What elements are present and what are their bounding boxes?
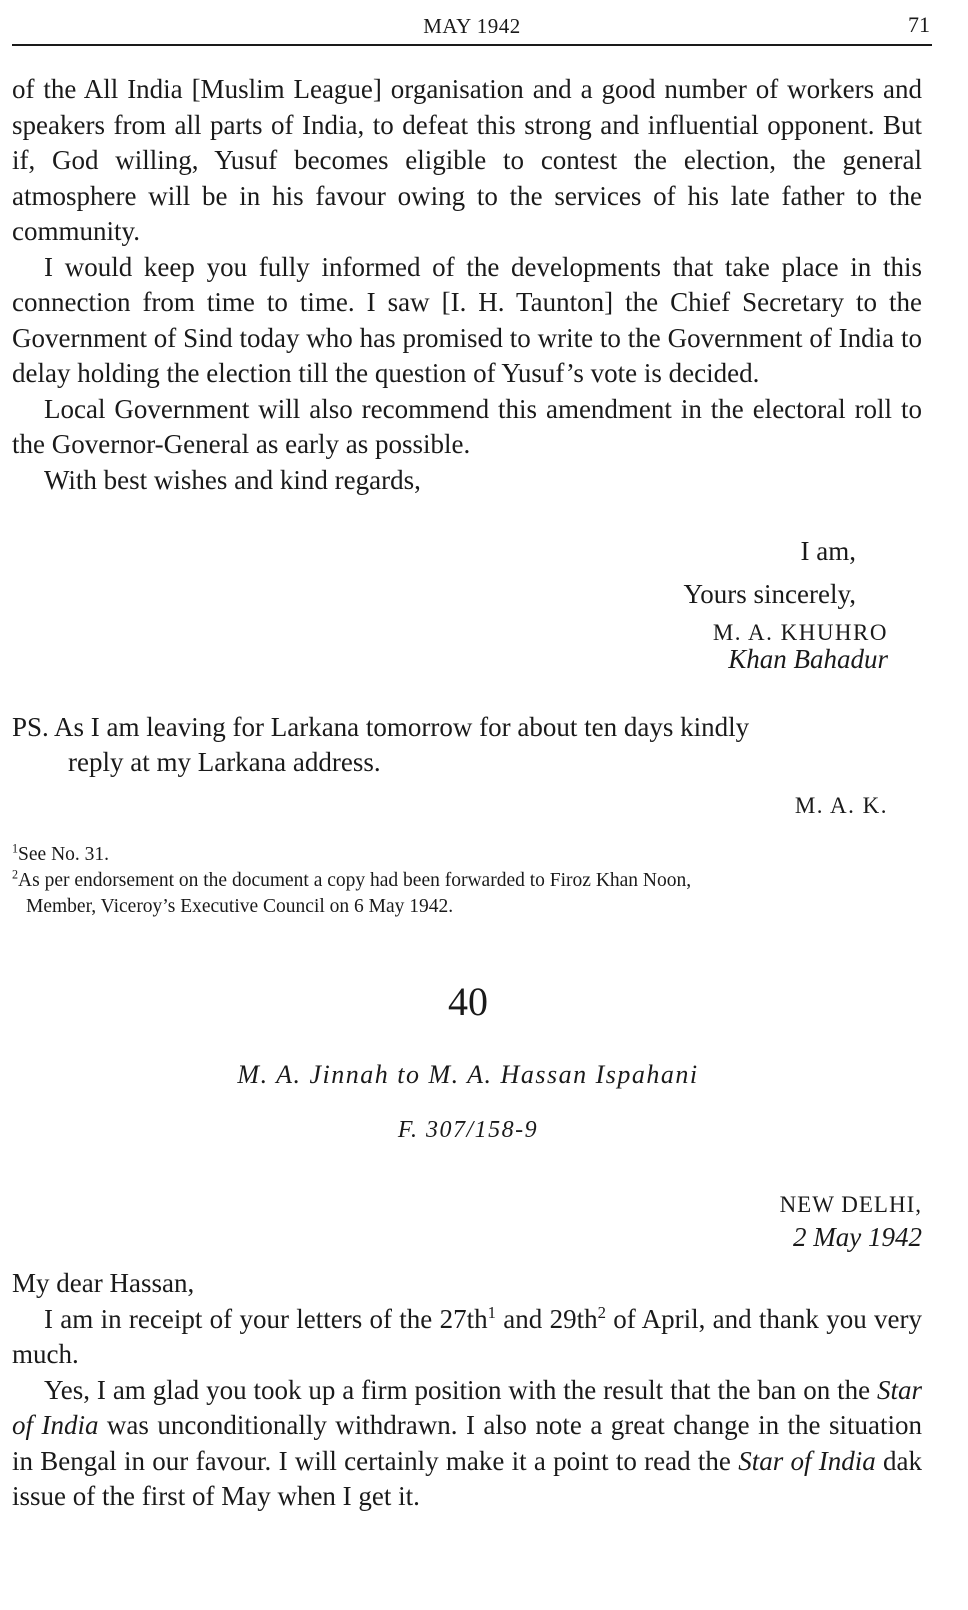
text-run: and 29th [495,1303,598,1334]
letter-39-body [12,72,922,498]
footnote-ref: 1 [487,1302,496,1322]
document-number: 40 [448,979,488,1024]
text-run: dak issue of the first of May when I get it. [12,1445,923,1511]
page-header [12,8,932,46]
postscript [12,710,922,780]
text-run: of April, and thank you very much. [12,1303,922,1369]
page-number: 71 [908,12,930,37]
signatory-name: M. A. KHUHRO [712,620,888,645]
document-title: M. A. Jinnah to M. A. Hassan Ispahani [237,1060,699,1089]
text-run: Yes, I am glad you took up a firm position with the result that the ban on the [44,1374,877,1405]
text-run: I am in receipt of your letters of the 27th [44,1303,488,1334]
paragraph: of the All India [Muslim League] organisation and a good number of workers and speakers from all parts of India, to defeat this strong and influential opponent. But if, God willing, Yusuf becomes eligible to contest the election, the general atmosphere will be in his favour owing to the services of his late father to the community. [12,74,922,246]
footnote-text: As per endorsement on the document a copy had been forwarded to Firoz Khan Noon, [18,870,692,891]
newspaper-title: Star of India [12,1374,922,1440]
paragraph [12,1302,922,1373]
signatory-title: Khan Bahadur [728,644,888,674]
paragraph [12,1373,922,1515]
postscript-line: PS. As I am leaving for Larkana tomorrow for about ten days kindly [12,712,750,742]
running-title: MAY 1942 [423,14,521,38]
newspaper-title: Star of India [738,1445,876,1476]
footnote-ref: 2 [597,1302,606,1322]
postscript-line: reply at my Larkana address. [68,747,381,777]
postscript-initials: M. A. K. [794,793,888,818]
paragraph: With best wishes and kind regards, [44,464,421,495]
footnotes [12,842,922,920]
letter-place: NEW DELHI, [779,1192,922,1217]
footnote-text: See No. 31. [18,844,110,865]
salutation: My dear Hassan, [12,1268,195,1298]
letter-date: 2 May 1942 [793,1222,922,1252]
document-reference: F. 307/158-9 [397,1117,539,1143]
closing-yours-sincerely: Yours sincerely, [683,579,856,609]
paragraph: I would keep you fully informed of the developments that take place in this connection from time to time. I saw [I. H. Taunton] the Chief Secretary to the Government of Sind today who has promised to write to the Government of India to delay holding the election till the question of Yusuf’s vote is decided. [12,251,922,388]
closing-i-am: I am, [800,536,856,566]
footnote-2 [12,868,922,894]
footnote-1 [12,842,922,868]
text-run: was unconditionally withdrawn. I also note a great change in the situation in Bengal in our favour. I will certainly make it a point to read the [12,1410,922,1476]
paragraph: Local Government will also recommend this amendment in the electoral roll to the Governor-General as early as possible. [12,393,922,459]
footnote-2-continuation: Member, Viceroy’s Executive Council on 6 May 1942. [26,896,454,917]
footnote-marker: 2 [12,867,19,882]
footnote-marker: 1 [12,841,19,856]
letter-40-body [12,1266,922,1515]
